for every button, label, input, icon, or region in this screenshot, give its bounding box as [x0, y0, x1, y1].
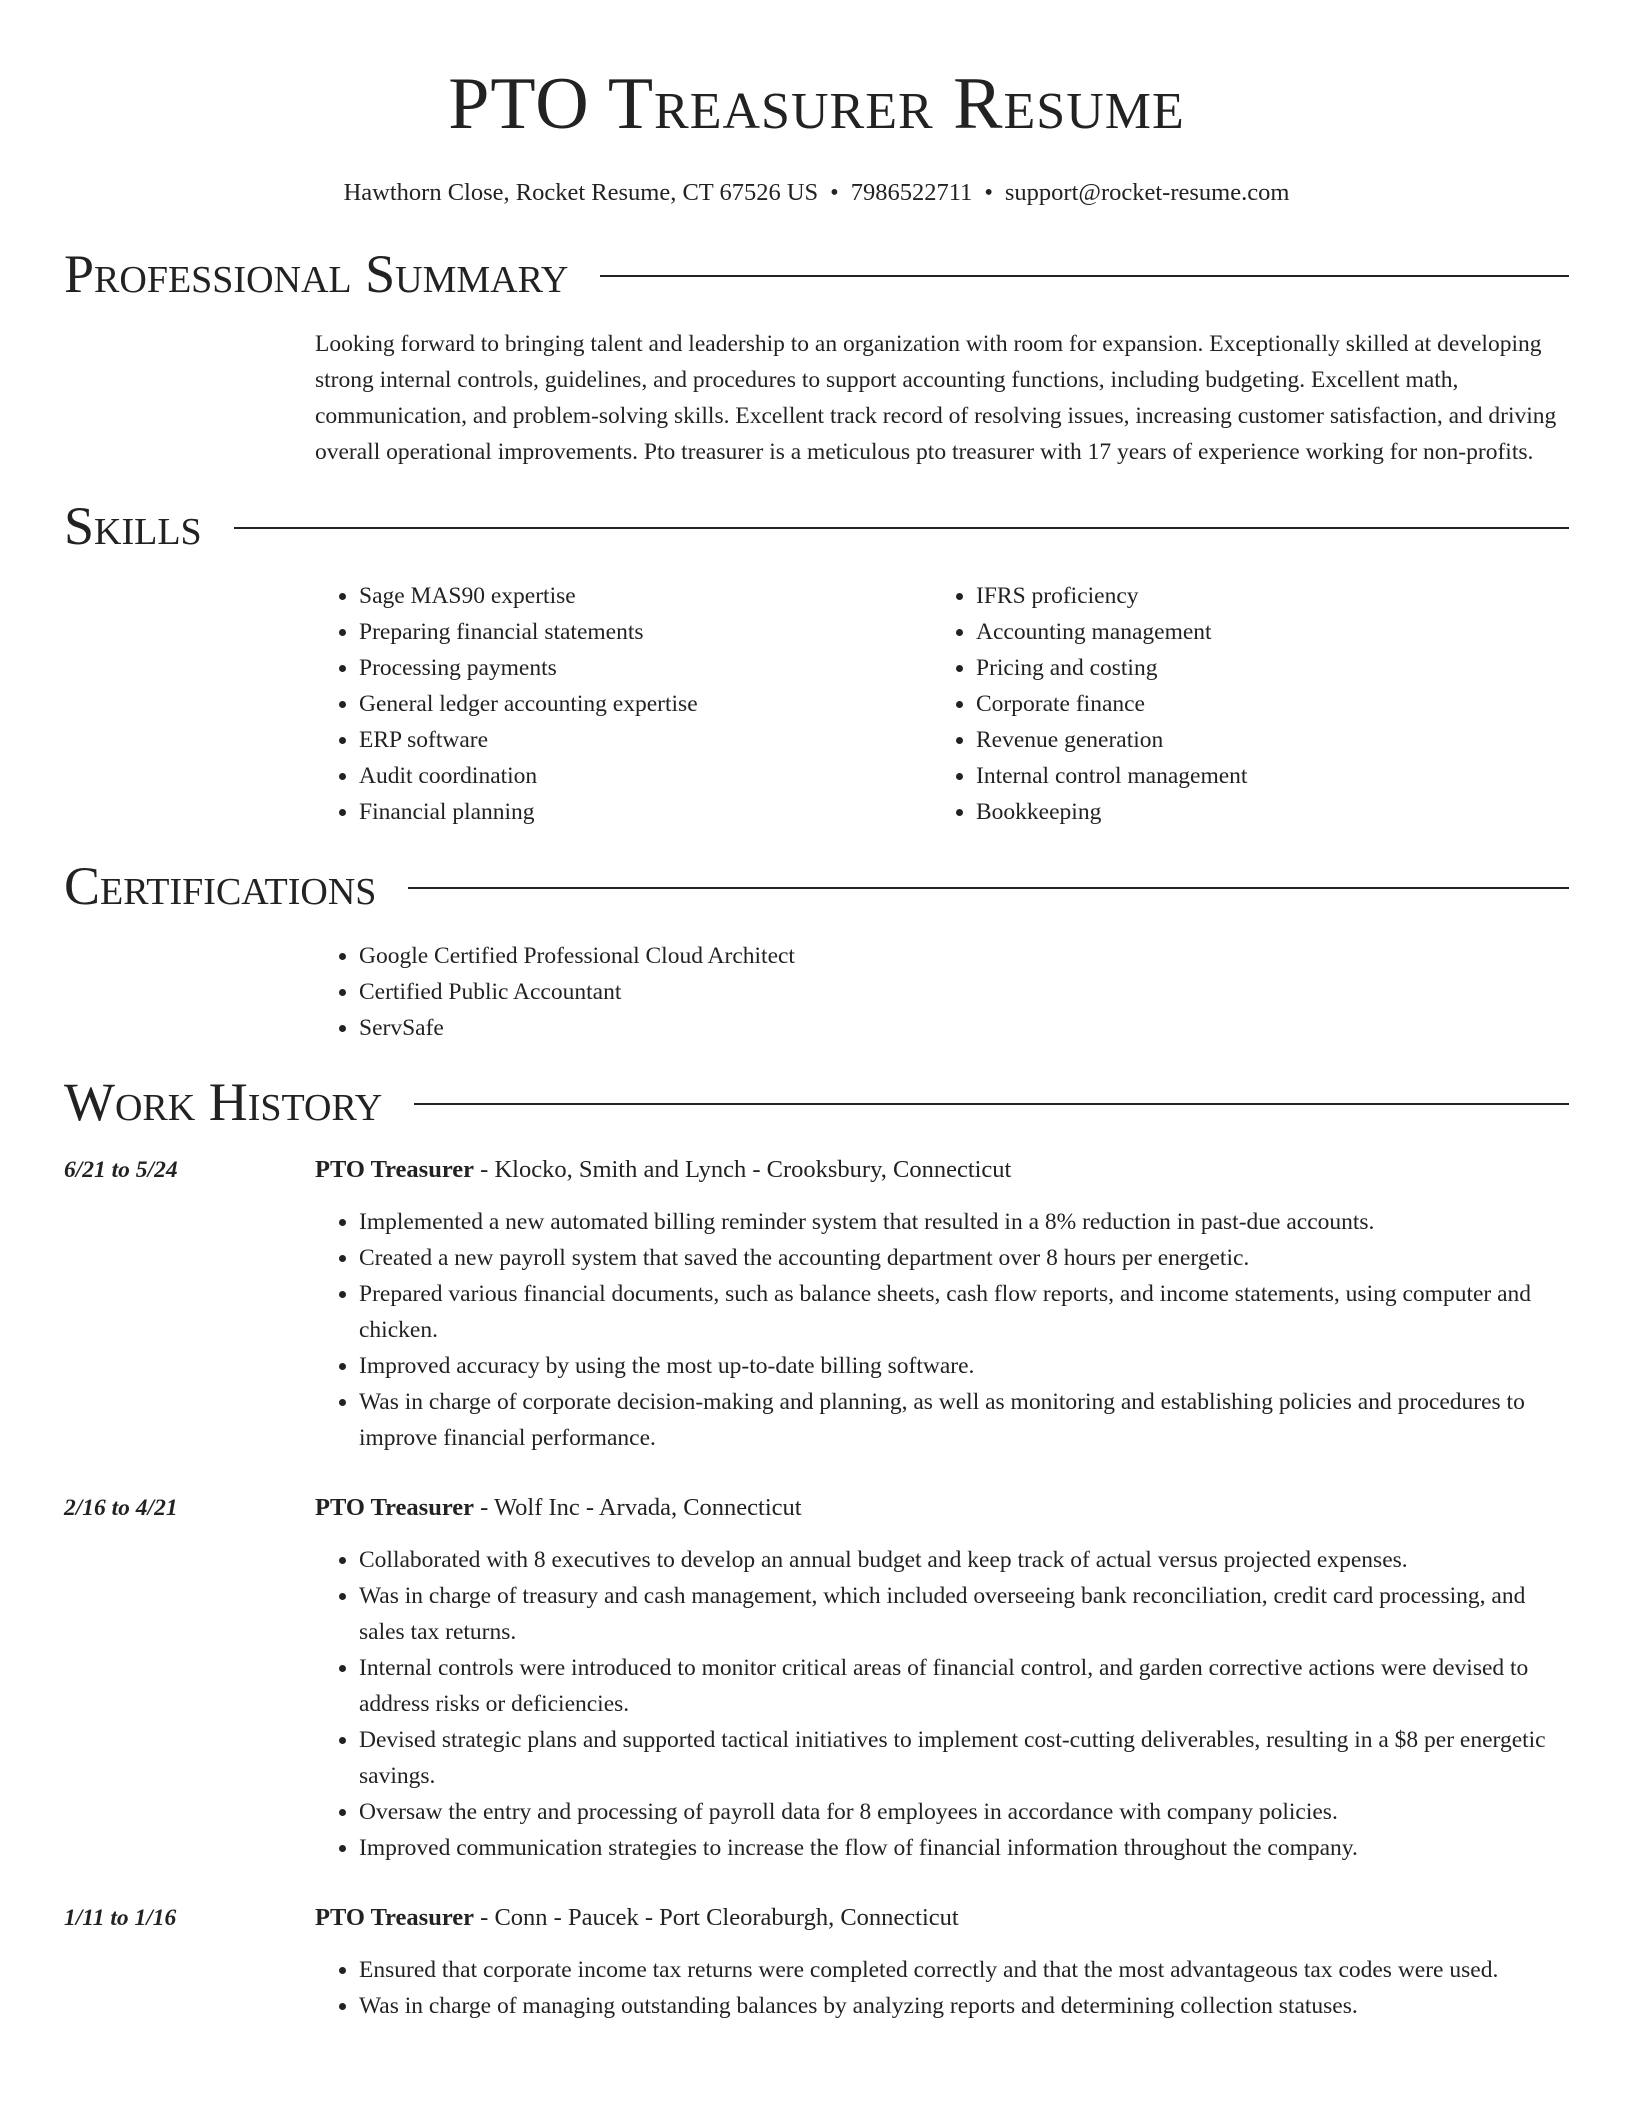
job-bullet: • Was in charge of corporate decision-making and planning, as well as monitoring and establishing policies and procedures to improve financial performance. — [359, 1384, 1569, 1456]
job-bullet: • Improved communication strategies to increase the flow of financial information throughout the company. — [359, 1830, 1569, 1866]
certification-item: • Certified Public Accountant — [359, 974, 1569, 1010]
skill-item: • Audit coordination — [359, 758, 932, 794]
job-title: PTO Treasurer — [315, 1904, 475, 1931]
summary-body — [315, 326, 1569, 470]
skill-item: • Pricing and costing — [976, 650, 1549, 686]
skill-item: • Internal control management — [976, 758, 1549, 794]
job-details: - Wolf Inc - Arvada, Connecticut — [474, 1494, 802, 1521]
skills-section-header — [64, 496, 1569, 556]
job-entry — [64, 1900, 1569, 2024]
job-bullet: • Created a new payroll system that saved the accounting department over 8 hours per energetic. — [359, 1240, 1569, 1276]
job-bullet: • Internal controls were introduced to monitor critical areas of financial control, and garden corrective actions were devised to address risks or deficiencies. — [359, 1650, 1569, 1722]
job-title: PTO Treasurer — [315, 1494, 475, 1521]
skill-item: • General ledger accounting expertise — [359, 686, 932, 722]
job-body — [315, 1152, 1569, 1456]
skills-list-left — [315, 578, 932, 830]
job-dates: 2/16 to 4/21 — [64, 1495, 178, 1521]
work-section-header — [64, 1072, 1569, 1132]
summary-section-header — [64, 244, 1569, 304]
skill-item: • Revenue generation — [976, 722, 1549, 758]
resume-page — [64, 0, 1569, 2024]
contact-address: Hawthorn Close, Rocket Resume, CT 67526 US — [343, 179, 819, 206]
skill-item: • Accounting management — [976, 614, 1549, 650]
skills-grid — [315, 578, 1569, 830]
job-body — [315, 1490, 1569, 1866]
job-bullet: • Was in charge of treasury and cash management, which included overseeing bank reconciliation, credit card processing, and sales tax returns. — [359, 1578, 1569, 1650]
job-details: - Klocko, Smith and Lynch - Crooksbury, Connecticut — [474, 1156, 1012, 1183]
job-title-line — [315, 1900, 1569, 1936]
job-title-line — [315, 1490, 1569, 1526]
job-bullets — [315, 1204, 1569, 1456]
job-dates: 6/21 to 5/24 — [64, 1157, 178, 1183]
certification-item: • ServSafe — [359, 1010, 1569, 1046]
certifications-list — [315, 938, 1569, 1046]
certifications-section-header — [64, 856, 1569, 916]
contact-email[interactable]: support@rocket-resume.com — [1004, 179, 1290, 206]
skill-item: • IFRS proficiency — [976, 578, 1549, 614]
skill-item: • Corporate finance — [976, 686, 1549, 722]
job-bullet: • Collaborated with 8 executives to develop an annual budget and keep track of actual versus projected expenses. — [359, 1542, 1569, 1578]
job-bullet: • Implemented a new automated billing reminder system that resulted in a 8% reduction in past-due accounts. — [359, 1204, 1569, 1240]
certifications-heading: Certifications — [64, 856, 377, 916]
certifications-body — [315, 938, 1569, 1046]
section-divider — [234, 527, 1569, 529]
job-bullet: • Prepared various financial documents, such as balance sheets, cash flow reports, and income statements, using computer and chicken. — [359, 1276, 1569, 1348]
job-details: - Conn - Paucek - Port Cleoraburgh, Connecticut — [474, 1904, 959, 1931]
skill-item: • Financial planning — [359, 794, 932, 830]
job-body — [315, 1900, 1569, 2024]
job-bullets — [315, 1952, 1569, 2024]
job-title: PTO Treasurer — [315, 1156, 475, 1183]
skill-item: • Bookkeeping — [976, 794, 1549, 830]
job-title-line — [315, 1152, 1569, 1188]
resume-title: PTO Treasurer Resume — [448, 63, 1185, 145]
skills-heading: Skills — [64, 496, 202, 556]
skill-item: • Processing payments — [359, 650, 932, 686]
job-bullet: • Improved accuracy by using the most up-to-date billing software. — [359, 1348, 1569, 1384]
job-bullet: • Oversaw the entry and processing of payroll data for 8 employees in accordance with company policies. — [359, 1794, 1569, 1830]
job-entry — [64, 1490, 1569, 1866]
work-heading: Work History — [64, 1072, 383, 1132]
job-bullet: • Ensured that corporate income tax returns were completed correctly and that the most advantageous tax codes were used. — [359, 1952, 1569, 1988]
job-bullets — [315, 1542, 1569, 1866]
contact-line — [64, 178, 1569, 208]
job-dates: 1/11 to 1/16 — [64, 1905, 177, 1931]
certification-item: • Google Certified Professional Cloud Architect — [359, 938, 1569, 974]
section-divider — [600, 275, 1569, 277]
skill-item: • ERP software — [359, 722, 932, 758]
section-divider — [414, 1103, 1569, 1105]
summary-text: Looking forward to bringing talent and leadership to an organization with room for expansion. Exceptionally skilled at developing strong internal controls, guidelines, and procedures to support accounting functions, including budgeting. Excellent math, communication, and problem-solving skills. Excellent track record of resolving issues, increasing customer satisfaction, and driving overall operational improvements. Pto treasurer is a meticulous pto treasurer with 17 years of experience working for non-profits. — [315, 331, 1557, 465]
skills-list-right — [932, 578, 1549, 830]
job-bullet: • Was in charge of managing outstanding balances by analyzing reports and determining collection statuses. — [359, 1988, 1569, 2024]
section-divider — [408, 887, 1569, 889]
contact-separator: • — [830, 179, 839, 206]
job-entry — [64, 1152, 1569, 1456]
contact-separator: • — [984, 179, 993, 206]
skill-item: • Preparing financial statements — [359, 614, 932, 650]
contact-phone: 7986522711 — [850, 179, 973, 206]
job-bullet: • Devised strategic plans and supported tactical initiatives to implement cost-cutting deliverables, resulting in a $8 per energetic savings. — [359, 1722, 1569, 1794]
skill-item: • Sage MAS90 expertise — [359, 578, 932, 614]
summary-heading: Professional Summary — [64, 244, 569, 304]
